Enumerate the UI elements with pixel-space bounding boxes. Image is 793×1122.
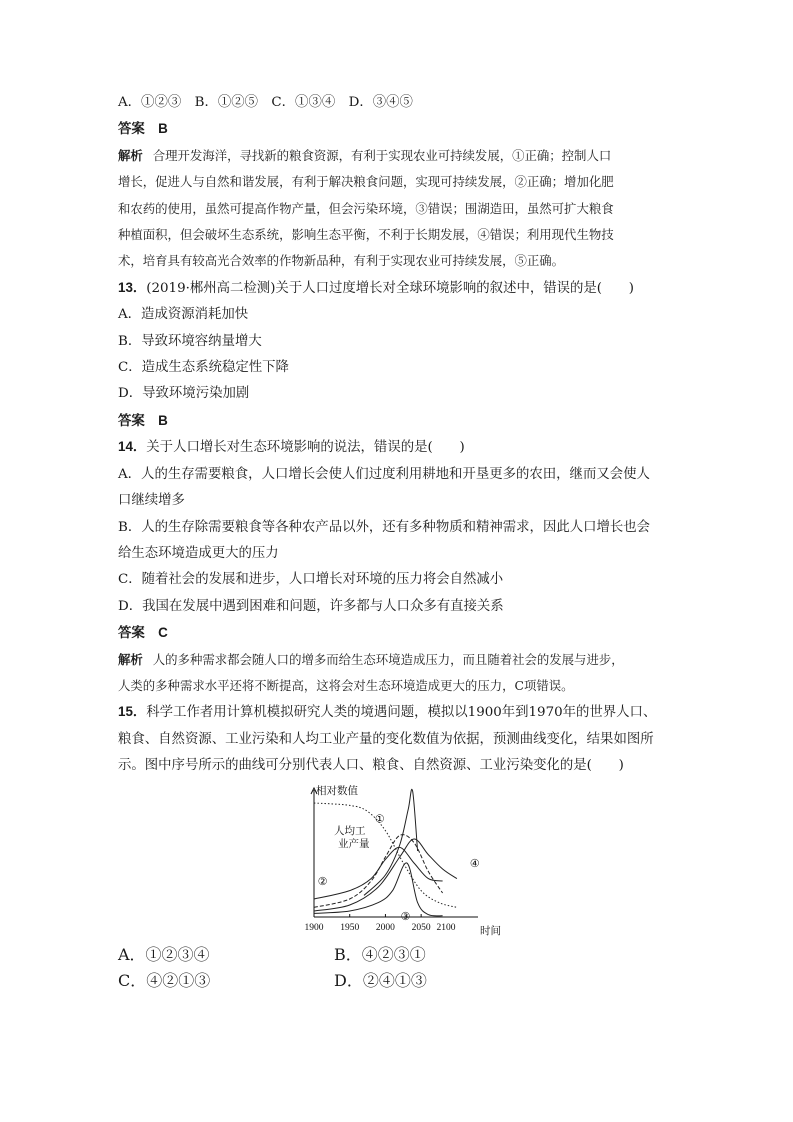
curve-label: ④ xyxy=(469,856,480,870)
q12-explanation-line: 术，培育具有较高光合效率的作物新品种，有利于实现农业可持续发展，⑤正确。 xyxy=(118,253,565,269)
q14-line: 给生态环境造成更大的压力 xyxy=(118,545,279,561)
q13-option-b: B．导致环境容纳量增大 xyxy=(118,333,262,349)
x-tick-label: 2100 xyxy=(436,922,456,933)
q12-explanation-line: 和农药的使用，虽然可提高作物产量，但会污染环境，③错误；围湖造田，虽然可扩大粮食 xyxy=(118,200,614,216)
q14-line: D．我国在发展中遇到困难和问题，许多都与人口众多有直接关系 xyxy=(118,598,504,614)
x-tick-label: 1950 xyxy=(340,922,360,933)
q15-options-row-1 xyxy=(118,942,678,968)
curve-label: ③ xyxy=(400,909,411,923)
curve-label: ① xyxy=(374,812,385,826)
q14-line: C．随着社会的发展和进步，人口增长对环境的压力将会自然减小 xyxy=(118,572,504,588)
series-line xyxy=(314,834,443,907)
q12-options: A．①②③ B．①②⑤ C．①③④ D．③④⑤ xyxy=(118,95,413,110)
q13-option-a: A．造成资源消耗加快 xyxy=(118,307,249,323)
line-chart xyxy=(298,782,508,942)
q15-option-a: A．①②③④ xyxy=(118,944,210,964)
curve-label: ② xyxy=(317,874,328,888)
q12-answer: 答案 B xyxy=(118,121,168,137)
q15-line: 示。图中序号所示的曲线可分别代表人口、粮食、自然资源、工业污染变化的是( ) xyxy=(118,758,624,774)
document-page xyxy=(118,90,678,994)
q14-stem: 14．关于人口增长对生态环境影响的说法，错误的是( ) xyxy=(118,439,465,456)
y-axis-label: 相对数值 xyxy=(316,784,358,797)
q13-answer: 答案 B xyxy=(118,412,168,428)
q12-explanation-line: 种植面积，但会破坏生态系统，影响生态平衡，不利于长期发展，④错误；利用现代生物技 xyxy=(118,227,614,243)
q14-line: 口继续增多 xyxy=(118,493,185,509)
x-axis-label: 时间 xyxy=(480,924,501,937)
q15-stem: 15．科学工作者用计算机模拟研究人类的境遇问题，模拟以1900年到1970年的世界人口、 xyxy=(118,704,657,721)
q15-line: 粮食、自然资源、工业污染和人均工业产量的变化数值为依据，预测曲线变化，结果如图所 xyxy=(118,731,654,747)
explanation-tag: 解析 xyxy=(118,652,143,667)
q15-option-d: D．②④①③ xyxy=(334,970,427,990)
q14-line: B．人的生存除需要粮食等各种农产品以外，还有多种物质和精神需求，因此人口增长也会 xyxy=(118,519,651,535)
annotation-per-capita-2: 业产量 xyxy=(338,837,370,850)
q12-explanation-line: 增长，促进人与自然和谐发展，有利于解决粮食问题，实现可持续发展，②正确；增加化肥 xyxy=(118,174,614,190)
q13-option-d: D．导致环境污染加剧 xyxy=(118,386,250,402)
q14-explanation-line: 人类的多种需求水平还将不断提高，这将会对生态环境造成更大的压力，C项错误。 xyxy=(118,677,574,693)
series-line xyxy=(314,803,457,907)
x-tick-label: 2050 xyxy=(411,922,431,933)
q13-stem: 13．(2019·郴州高二检测)关于人口过度增长对全球环境影响的叙述中，错误的是( ) xyxy=(118,279,635,296)
series-line xyxy=(314,862,443,915)
series-line xyxy=(314,847,443,899)
q15-option-b: B．④②③① xyxy=(334,944,426,964)
q12-explanation-line: 解析 合理开发海洋，寻找新的粮食资源，有利于实现农业可持续发展，①正确；控制人口 xyxy=(118,147,612,163)
x-tick-label: 1900 xyxy=(304,922,324,933)
x-tick-label: 2000 xyxy=(375,922,395,933)
q14-explanation-line: 解析 人的多种需求都会随人口的增多而给生态环境造成压力，而且随着社会的发展与进步， xyxy=(118,651,624,667)
chart-container xyxy=(118,782,678,942)
q13-option-c: C．造成生态系统稳定性下降 xyxy=(118,360,289,376)
explanation-tag: 解析 xyxy=(118,148,143,163)
q14-answer: 答案 C xyxy=(118,625,168,641)
annotation-per-capita-1: 人均工 xyxy=(334,824,366,837)
q14-line: A．人的生存需要粮食，人口增长会使人们过度利用耕地和开垦更多的农田，继而又会使人 xyxy=(118,466,650,482)
q15-options-row-2 xyxy=(118,968,678,994)
q15-option-c: C．④②①③ xyxy=(118,970,211,990)
